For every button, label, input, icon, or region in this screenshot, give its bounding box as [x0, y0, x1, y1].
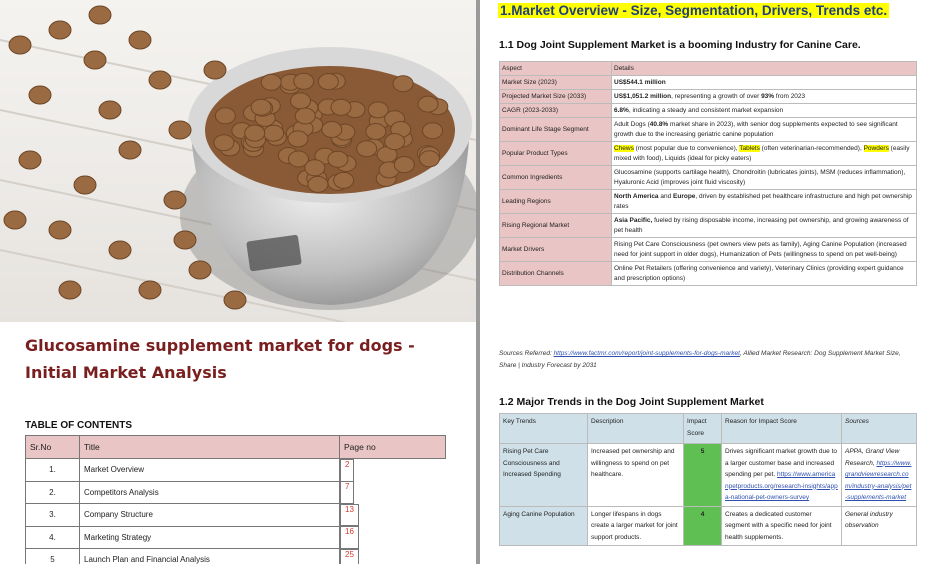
- toc-header-row: [26, 436, 446, 459]
- details-text: and: [658, 192, 674, 200]
- kibble-piece: [251, 99, 271, 115]
- details-text: (easily mixed with food), Liquids (ideal for picky eaters): [614, 144, 910, 162]
- kibble-piece: [245, 125, 265, 141]
- trends-table: [499, 413, 917, 546]
- description-cell: Increased pet ownership and willingness to spend on pet healthcare.: [588, 444, 684, 507]
- kibble-piece: [4, 211, 26, 229]
- toc-srno: 2.: [26, 481, 80, 504]
- kibble-piece: [84, 51, 106, 69]
- toc-srno: 5: [26, 549, 80, 564]
- details-bold: Europe: [673, 192, 696, 200]
- details-text: , indicating a steady and consistent market expansion: [628, 106, 784, 114]
- aspect-cell: Projected Market Size (2033): [500, 90, 612, 104]
- toc-page[interactable]: 16: [340, 526, 359, 549]
- kibble-piece: [291, 93, 311, 109]
- toc-page[interactable]: 2: [340, 459, 354, 482]
- details-text: market share in 2023), with senior dog supplements expected to see significant growth due to the increasing geriatric canine population: [614, 120, 898, 138]
- right-page: [480, 0, 951, 564]
- details-text: , driven by established pet healthcare infrastructure and high pet ownership rates: [614, 192, 912, 210]
- col-impact-score: Impact Score: [684, 414, 722, 444]
- toc-col-page: Page no: [340, 436, 446, 459]
- kibble-piece: [19, 151, 41, 169]
- details-cell: [612, 118, 917, 142]
- details-cell: Online Pet Retailers (offering convenience and variety), Veterinary Clinics (providing expert guidance and prescription options): [612, 262, 917, 286]
- highlight-tablets: Tablets: [739, 144, 760, 152]
- aspect-cell: Leading Regions: [500, 190, 612, 214]
- kibble-piece: [129, 31, 151, 49]
- dog-food-photo: [0, 0, 476, 322]
- kibble-piece: [204, 61, 226, 79]
- toc-page[interactable]: 13: [340, 504, 359, 527]
- toc-srno: 4.: [26, 526, 80, 549]
- kibble-piece: [393, 76, 413, 92]
- kibble-piece: [164, 191, 186, 209]
- kibble-piece: [418, 96, 438, 112]
- table-header-row: [500, 62, 917, 76]
- aspect-cell: CAGR (2023-2033): [500, 104, 612, 118]
- toc-row[interactable]: [26, 504, 446, 527]
- details-bold: North America: [614, 192, 659, 200]
- kibble-piece: [385, 134, 405, 150]
- trend-cell: Aging Canine Population: [500, 506, 588, 546]
- kibble-piece: [295, 108, 315, 124]
- impact-score-cell: 5: [684, 444, 722, 507]
- table-row: [500, 262, 917, 286]
- kibble-piece: [294, 73, 314, 89]
- kibble-piece: [74, 176, 96, 194]
- aspect-cell: Market Size (2023): [500, 76, 612, 90]
- sources-cell: General industry observation: [842, 506, 917, 546]
- kibble-piece: [174, 231, 196, 249]
- col-details: Details: [612, 62, 917, 76]
- table-row: [500, 214, 917, 238]
- kibble-piece: [331, 99, 351, 115]
- details-cell: [612, 76, 917, 90]
- market-overview-table: [499, 61, 917, 286]
- details-bold: 40.8%: [649, 120, 669, 128]
- details-cell: [612, 214, 917, 238]
- highlight-chews: Chews: [614, 144, 634, 152]
- table-row: [500, 90, 917, 104]
- reason-cell: [722, 444, 842, 507]
- table-row: [500, 104, 917, 118]
- table-row: [500, 118, 917, 142]
- toc-page[interactable]: 7: [340, 481, 354, 504]
- highlight-powders: Powders: [863, 144, 889, 152]
- kibble-piece: [49, 21, 71, 39]
- reason-link[interactable]: https://www.americanpetproducts.org/research-insights/appa-national-pet-owners-survey: [725, 471, 838, 501]
- kibble-piece: [149, 71, 171, 89]
- details-bold: Asia Pacific,: [614, 216, 653, 224]
- kibble-piece: [423, 123, 443, 139]
- aspect-cell: Common Ingredients: [500, 166, 612, 190]
- kibble-piece: [189, 261, 211, 279]
- kibble-piece: [318, 74, 338, 90]
- kibble-piece: [308, 176, 328, 192]
- details-bold: 6.8%: [614, 106, 629, 114]
- details-bold: US$1,051.2 million: [614, 92, 672, 100]
- trend-cell: Rising Pet Care Consciousness and Increased Spending: [500, 444, 588, 507]
- kibble-piece: [224, 291, 246, 309]
- details-text: from 2023: [774, 92, 806, 100]
- sources-rest: , Allied Market Research: Dog Supplement Market Size, Share | Industry Forecast by 2031: [499, 350, 901, 369]
- details-cell: [612, 190, 917, 214]
- table-header-row: [500, 414, 917, 444]
- reason-cell: Creates a dedicated customer segment with a specific need for joint health supplements.: [722, 506, 842, 546]
- sources-cell-link[interactable]: https://www.grandviewresearch.com/industry-analysis/pet-supplements-market: [845, 459, 912, 501]
- table-row: [500, 76, 917, 90]
- details-cell: Glucosamine (supports cartilage health), Chondroitin (lubricates joints), MSM (reduces inflammation), Hyaluronic Acid (improves joint fluid viscosity): [612, 166, 917, 190]
- details-cell: [612, 104, 917, 118]
- details-cell: [612, 142, 917, 166]
- toc-table: [25, 435, 446, 564]
- toc-row[interactable]: [26, 481, 446, 504]
- kibble-piece: [368, 102, 388, 118]
- toc-title[interactable]: Market Overview: [80, 459, 340, 482]
- col-reason: Reason for Impact Score: [722, 414, 842, 444]
- details-text: Adult Dogs (: [614, 120, 650, 128]
- toc-title[interactable]: Marketing Strategy: [80, 526, 340, 549]
- kibble-piece: [366, 124, 386, 140]
- subsection-heading-1: 1.1 Dog Joint Supplement Market is a booming Industry for Canine Care.: [499, 39, 861, 51]
- toc-page[interactable]: 25: [340, 549, 359, 564]
- toc-title[interactable]: Launch Plan and Financial Analysis: [80, 549, 340, 564]
- kibble-piece: [214, 135, 234, 151]
- toc-heading: TABLE OF CONTENTS: [25, 420, 133, 431]
- description-cell: Longer lifespans in dogs create a larger market for joint support products.: [588, 506, 684, 546]
- toc-title[interactable]: Company Structure: [80, 504, 340, 527]
- aspect-cell: Dominant Life Stage Segment: [500, 118, 612, 142]
- kibble-piece: [29, 86, 51, 104]
- aspect-cell: Distribution Channels: [500, 262, 612, 286]
- impact-score-cell: 4: [684, 506, 722, 546]
- kibble-piece: [49, 221, 71, 239]
- col-description: Description: [588, 414, 684, 444]
- aspect-cell: Rising Regional Market: [500, 214, 612, 238]
- kibble-piece: [215, 108, 235, 124]
- toc-srno: 1.: [26, 459, 80, 482]
- kibble-piece: [419, 151, 439, 167]
- kibble-piece: [59, 281, 81, 299]
- kibble-piece: [119, 141, 141, 159]
- toc-title[interactable]: Competitors Analysis: [80, 481, 340, 504]
- kibble-piece: [169, 121, 191, 139]
- details-cell: Rising Pet Care Consciousness (pet owners view pets as family), Aging Canine Population (increased need for joint support in older dogs), Humanization of Pets (willingness to spend on pet well-being): [612, 238, 917, 262]
- aspect-cell: Popular Product Types: [500, 142, 612, 166]
- kibble-piece: [322, 122, 342, 138]
- toc-col-title: Title: [80, 436, 340, 459]
- kibble-piece: [9, 36, 31, 54]
- kibble-bowl-image: [0, 0, 476, 322]
- sources-cell: [842, 444, 917, 507]
- table-row: [500, 166, 917, 190]
- details-bold: 93%: [761, 92, 775, 100]
- document-title: Glucosamine supplement market for dogs - Initial Market Analysis: [25, 336, 415, 382]
- table-row: [500, 142, 917, 166]
- toc-row[interactable]: [26, 526, 446, 549]
- section-heading: 1.Market Overview - Size, Segmentation, Drivers, Trends etc.: [500, 3, 888, 18]
- kibble-piece: [357, 141, 377, 157]
- details-text: fueled by rising disposable income, increasing pet ownership, and growing awareness of pet health: [614, 216, 909, 234]
- details-text: (often veterinarian-recommended),: [759, 144, 864, 152]
- kibble-piece: [109, 241, 131, 259]
- sources-link[interactable]: https://www.factmr.com/report/joint-supplements-for-dogs-market: [553, 350, 740, 357]
- toc-srno: 3.: [26, 504, 80, 527]
- kibble-piece: [394, 157, 414, 173]
- aspect-cell: Market Drivers: [500, 238, 612, 262]
- sources-text: APPA, Grand View Research,: [845, 448, 900, 467]
- sources-referred: [499, 348, 919, 372]
- kibble-piece: [264, 125, 284, 141]
- col-key-trends: Key Trends: [500, 414, 588, 444]
- details-text: (most popular due to convenience),: [633, 144, 740, 152]
- details-cell: [612, 90, 917, 104]
- reason-text: Drives significant market growth due to a larger customer base and increased spending per pet.: [725, 448, 837, 478]
- kibble-piece: [288, 131, 308, 147]
- kibble-piece: [261, 74, 281, 90]
- col-aspect: Aspect: [500, 62, 612, 76]
- sources-label: Sources Referred:: [499, 350, 554, 357]
- table-row: [500, 238, 917, 262]
- kibble-piece: [328, 151, 348, 167]
- kibble-piece: [89, 6, 111, 24]
- toc-col-srno: Sr.No: [26, 436, 80, 459]
- kibble-piece: [334, 172, 354, 188]
- details-text: , representing a growth of over: [671, 92, 762, 100]
- col-sources: Sources: [842, 414, 917, 444]
- table-row: [500, 506, 917, 546]
- kibble-piece: [305, 160, 325, 176]
- toc-row[interactable]: [26, 549, 446, 564]
- details-bold: US$544.1 million: [614, 78, 666, 86]
- kibble-piece: [99, 101, 121, 119]
- toc-row[interactable]: [26, 459, 446, 482]
- table-row: [500, 190, 917, 214]
- table-row: [500, 444, 917, 507]
- subsection-heading-2: 1.2 Major Trends in the Dog Joint Supplement Market: [499, 396, 764, 408]
- kibble-piece: [139, 281, 161, 299]
